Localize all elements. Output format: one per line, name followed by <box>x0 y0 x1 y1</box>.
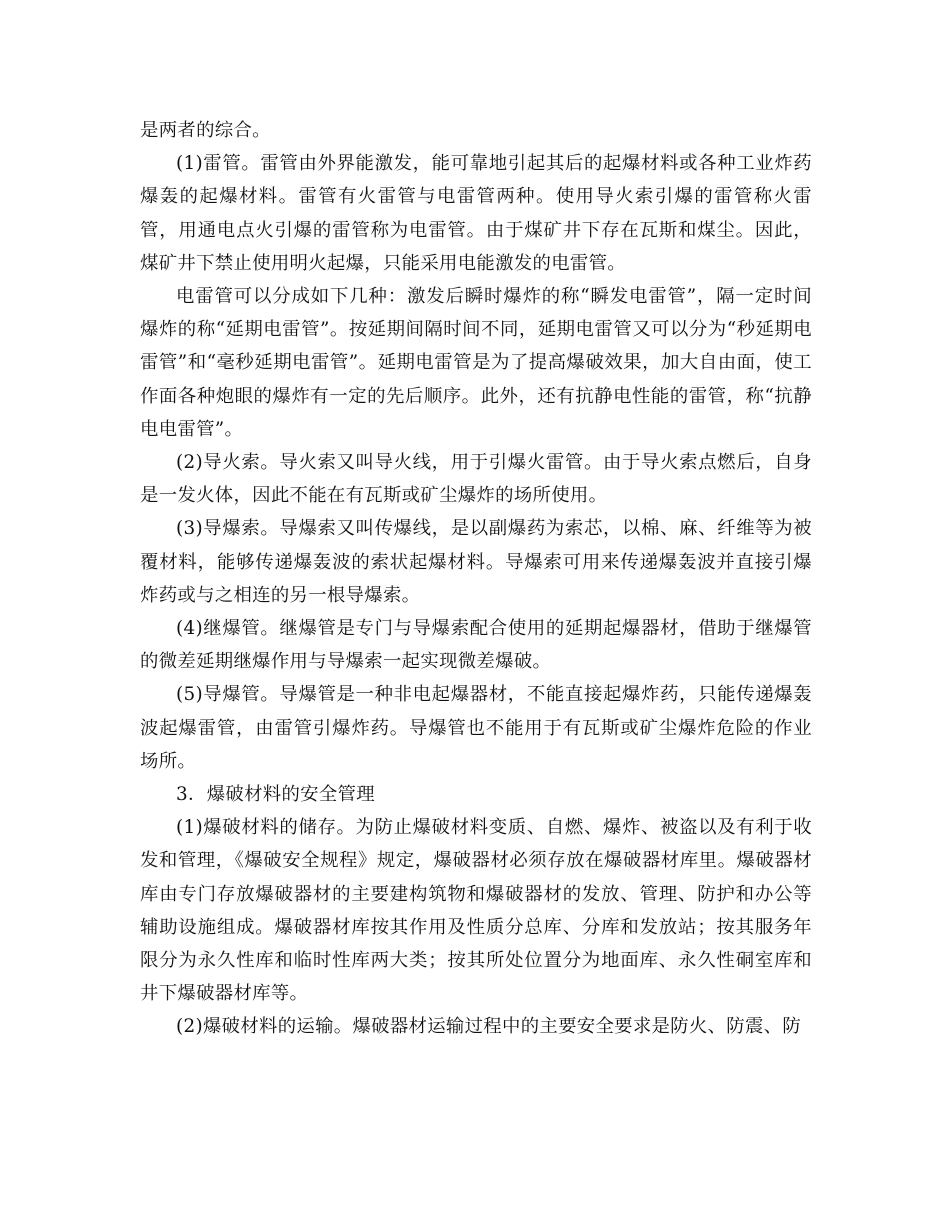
paragraph-relay-detonator: (4)继爆管。继爆管是专门与导爆索配合使用的延期起爆器材，借助于继爆管的微差延期继爆作用与导爆索一起实现微差爆破。 <box>140 618 812 673</box>
section-heading-safety-management: 3．爆破材料的安全管理 <box>176 784 375 806</box>
paragraph-storage: (1)爆破材料的储存。为防止爆破材料变质、自燃、爆炸、被盗以及有利于收发和管理，《爆破安全规程》规定，爆破器材必须存放在爆破器材库里。爆破器材库由专门存放爆破器材的主要建构筑物和爆破器材的发放、管理、防护和办公等辅助设施组成。爆破器材库按其作用及性质分总库、分库和发放站；按其服务年限分为永久性库和临时性库两大类；按其所处位置分为地面库、永久性硐室库和井下爆破器材库等。 <box>140 817 812 1005</box>
paragraph-continuation: 是两者的综合。 <box>140 120 271 141</box>
paragraph-transport: (2)爆破材料的运输。爆破器材运输过程中的主要安全要求是防火、防震、防 <box>176 1016 802 1038</box>
paragraph-safety-fuse: (2)导火索。导火索又叫导火线，用于引爆火雷管。由于导火索点燃后，自身是一发火体，因此不能在有瓦斯或矿尘爆炸的场所使用。 <box>140 452 812 507</box>
paragraph-shock-tube: (5)导爆管。导爆管是一种非电起爆器材，不能直接起爆炸药，只能传递爆轰波起爆雷管，由雷管引爆炸药。导爆管也不能用于有瓦斯或矿尘爆炸危险的作业场所。 <box>140 684 812 772</box>
paragraph-detonator: (1)雷管。雷管由外界能激发，能可靠地引起其后的起爆材料或各种工业炸药爆轰的起爆材料。雷管有火雷管与电雷管两种。使用导火索引爆的雷管称火雷管，用通电点火引爆的雷管称为电雷管。由于煤矿井下存在瓦斯和煤尘。因此，煤矿井下禁止使用明火起爆，只能采用电能激发的电雷管。 <box>140 153 812 274</box>
paragraph-detonating-cord: (3)导爆索。导爆索又叫传爆线，是以副爆药为索芯，以棉、麻、纤维等为被覆材料，能够传递爆轰波的索状起爆材料。导爆索可用来传递爆轰波并直接引爆炸药或与之相连的另一根导爆索。 <box>140 518 812 606</box>
paragraph-electric-detonator-types: 电雷管可以分成如下几种：激发后瞬时爆炸的称“瞬发电雷管”，隔一定时间爆炸的称“延期电雷管”。按延期间隔时间不同，延期电雷管又可以分为“秒延期电雷管”和“毫秒延期电雷管”。延期电雷管是为了提高爆破效果，加大自由面，使工作面各种炮眼的爆炸有一定的先后顺序。此外，还有抗静电性能的雷管，称“抗静电电雷管”。 <box>140 286 812 440</box>
document-page <box>140 114 812 1044</box>
